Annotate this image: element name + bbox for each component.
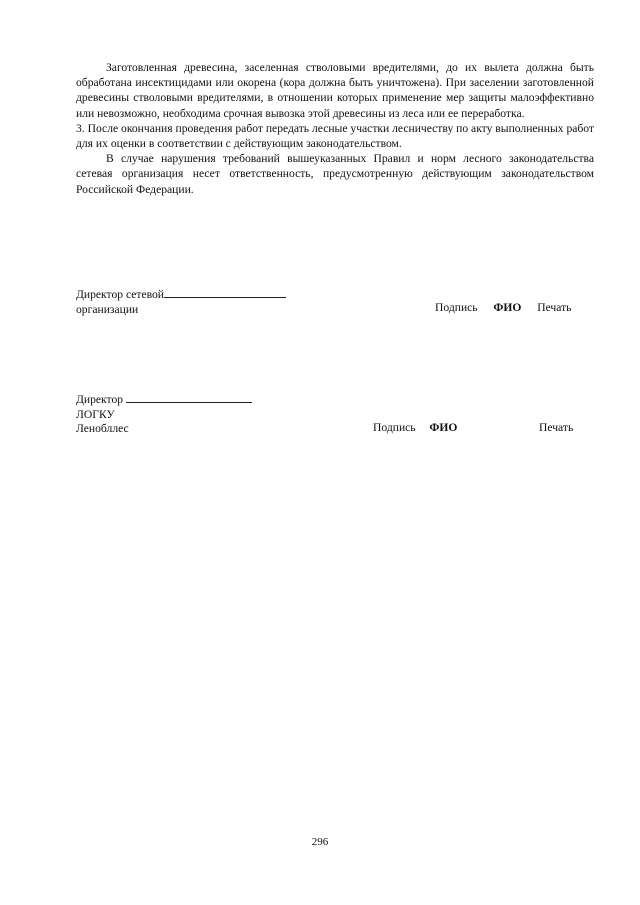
signature-logku-title xyxy=(76,392,252,408)
paragraph-liability: В случае нарушения требований вышеуказанных Правил и норм лесного законодательства сетевая организация несет ответственность, предусмотренную действующим законодательством Российской Федерации. xyxy=(76,152,594,196)
signature-network-line1: Директор сетевой xyxy=(76,288,164,301)
signature-network-podpis: Подпись xyxy=(435,301,478,314)
signature-logku-podpis: Подпись xyxy=(373,421,416,434)
paragraph-completion: 3. После окончания проведения работ передать лесные участки лесничеству по акту выполненных работ для их оценки в соответствии с действующим законодательством. xyxy=(76,121,594,151)
signature-logku-pechat: Печать xyxy=(539,421,574,434)
signature-logku-underline xyxy=(126,392,252,403)
signature-network-fio: ФИО xyxy=(493,301,522,314)
signature-network-title xyxy=(76,287,286,303)
body-text xyxy=(76,60,594,197)
signature-logku-fio: ФИО xyxy=(429,421,458,434)
signature-logku-line1: Директор xyxy=(76,393,124,406)
signature-logku-podpis-wrap xyxy=(373,421,457,436)
signature-logku-line2: ЛОГКУ xyxy=(76,407,115,421)
signature-network-underline xyxy=(164,287,286,298)
signature-logku-pechat-wrap xyxy=(539,421,573,436)
signature-network-line2: организации xyxy=(76,302,139,316)
signature-block-logku xyxy=(76,392,252,437)
signature-logku-line3: Ленобллес xyxy=(76,422,129,436)
page-number: 296 xyxy=(311,836,329,848)
signature-network-fields xyxy=(435,301,571,316)
signature-block-network xyxy=(76,287,286,317)
signature-network-pechat: Печать xyxy=(537,301,572,314)
paragraph-pest-treatment: Заготовленная древесина, заселенная стволовыми вредителями, до их вылета должна быть обработана инсектицидами или окорена (кора должна быть уничтожена). При заселении заготовленной древесины стволовыми вредителями, в отношении которых применение мер защиты малоэффективно или невозможно, необходима срочная вывозка этой древесины из леса или ее переработка. xyxy=(76,61,594,120)
